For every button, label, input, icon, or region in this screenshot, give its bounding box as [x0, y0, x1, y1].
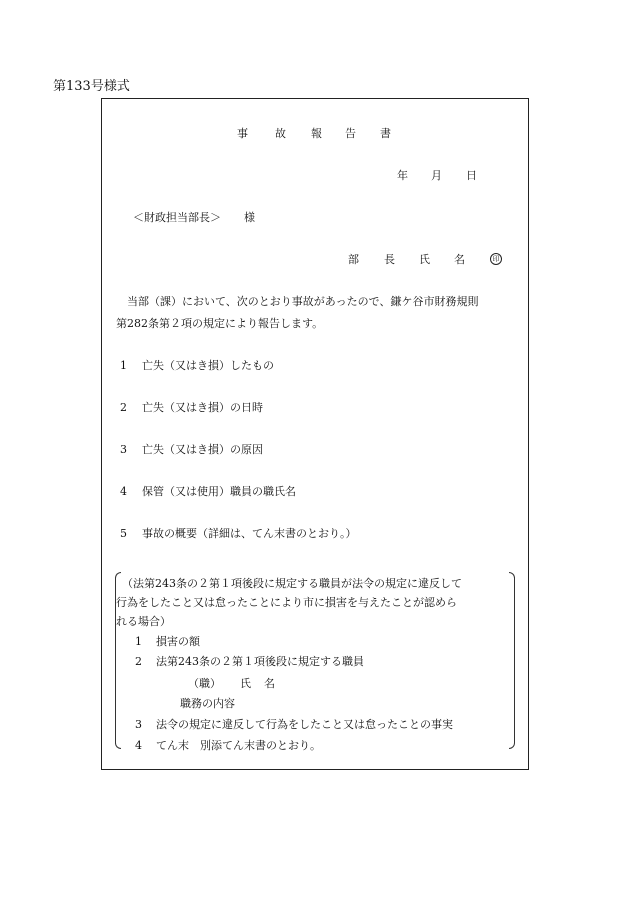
item-number: 2 [120, 401, 127, 414]
note-item-text: てん末 別添てん末書のとおり。 [156, 739, 321, 752]
note-name-label: 名 [264, 677, 275, 690]
title-char: 事 [237, 127, 248, 140]
title-char: 告 [345, 127, 356, 140]
note-position-label: （職） [188, 677, 221, 690]
intro-line: 第282条第２項の規定により報告します。 [116, 317, 324, 330]
note-item-text: 損害の額 [156, 635, 200, 648]
item-text: 事故の概要（詳細は、てん末書のとおり。） [142, 527, 357, 540]
intro-line: 当部（課）において、次のとおり事故があったので、鎌ケ谷市財務規則 [127, 295, 479, 308]
note-bracket-right [509, 572, 515, 749]
note-duty-label: 職務の内容 [180, 697, 235, 710]
sender-label: 名 [454, 253, 465, 266]
seal-icon: 印 [490, 253, 502, 265]
form-frame [101, 98, 529, 770]
title-char: 故 [275, 127, 286, 140]
note-item-text: 法令の規定に違反して行為をしたこと又は怠ったことの事実 [156, 718, 453, 731]
addressee-name: ＜財政担当部長＞ [133, 211, 221, 224]
note-condition-line: 行為をしたこと又は怠ったことにより市に損害を与えたことが認めら [116, 596, 457, 609]
sender-label: 長 [384, 253, 395, 266]
note-item-number: 1 [135, 635, 142, 648]
form-number: 第133号様式 [53, 79, 130, 94]
item-number: 3 [120, 443, 127, 456]
item-text: 亡失（又はき損）の日時 [142, 401, 263, 414]
note-item-text: 法第243条の２第１項後段に規定する職員 [156, 655, 364, 668]
date-day-label: 日 [466, 169, 477, 182]
note-item-number: 3 [135, 718, 142, 731]
title-char: 報 [311, 127, 322, 140]
title-char: 書 [380, 127, 391, 140]
item-number: 5 [120, 527, 127, 540]
item-text: 亡失（又はき損）したもの [142, 359, 274, 372]
date-month-label: 月 [431, 169, 442, 182]
sender-label: 氏 [419, 253, 430, 266]
note-condition-line: れる場合） [116, 615, 171, 628]
note-name-label: 氏 [240, 677, 251, 690]
item-number: 4 [120, 485, 127, 498]
note-item-number: 4 [135, 739, 142, 752]
sender-label: 部 [348, 253, 359, 266]
note-condition-line: （法第243条の２第１項後段に規定する職員が法令の規定に違反して [122, 577, 462, 590]
addressee-honorific: 様 [244, 211, 255, 224]
item-text: 保管（又は使用）職員の職氏名 [142, 485, 296, 498]
item-text: 亡失（又はき損）の原因 [142, 443, 263, 456]
note-item-number: 2 [135, 655, 142, 668]
item-number: 1 [120, 359, 127, 372]
date-year-label: 年 [397, 169, 408, 182]
